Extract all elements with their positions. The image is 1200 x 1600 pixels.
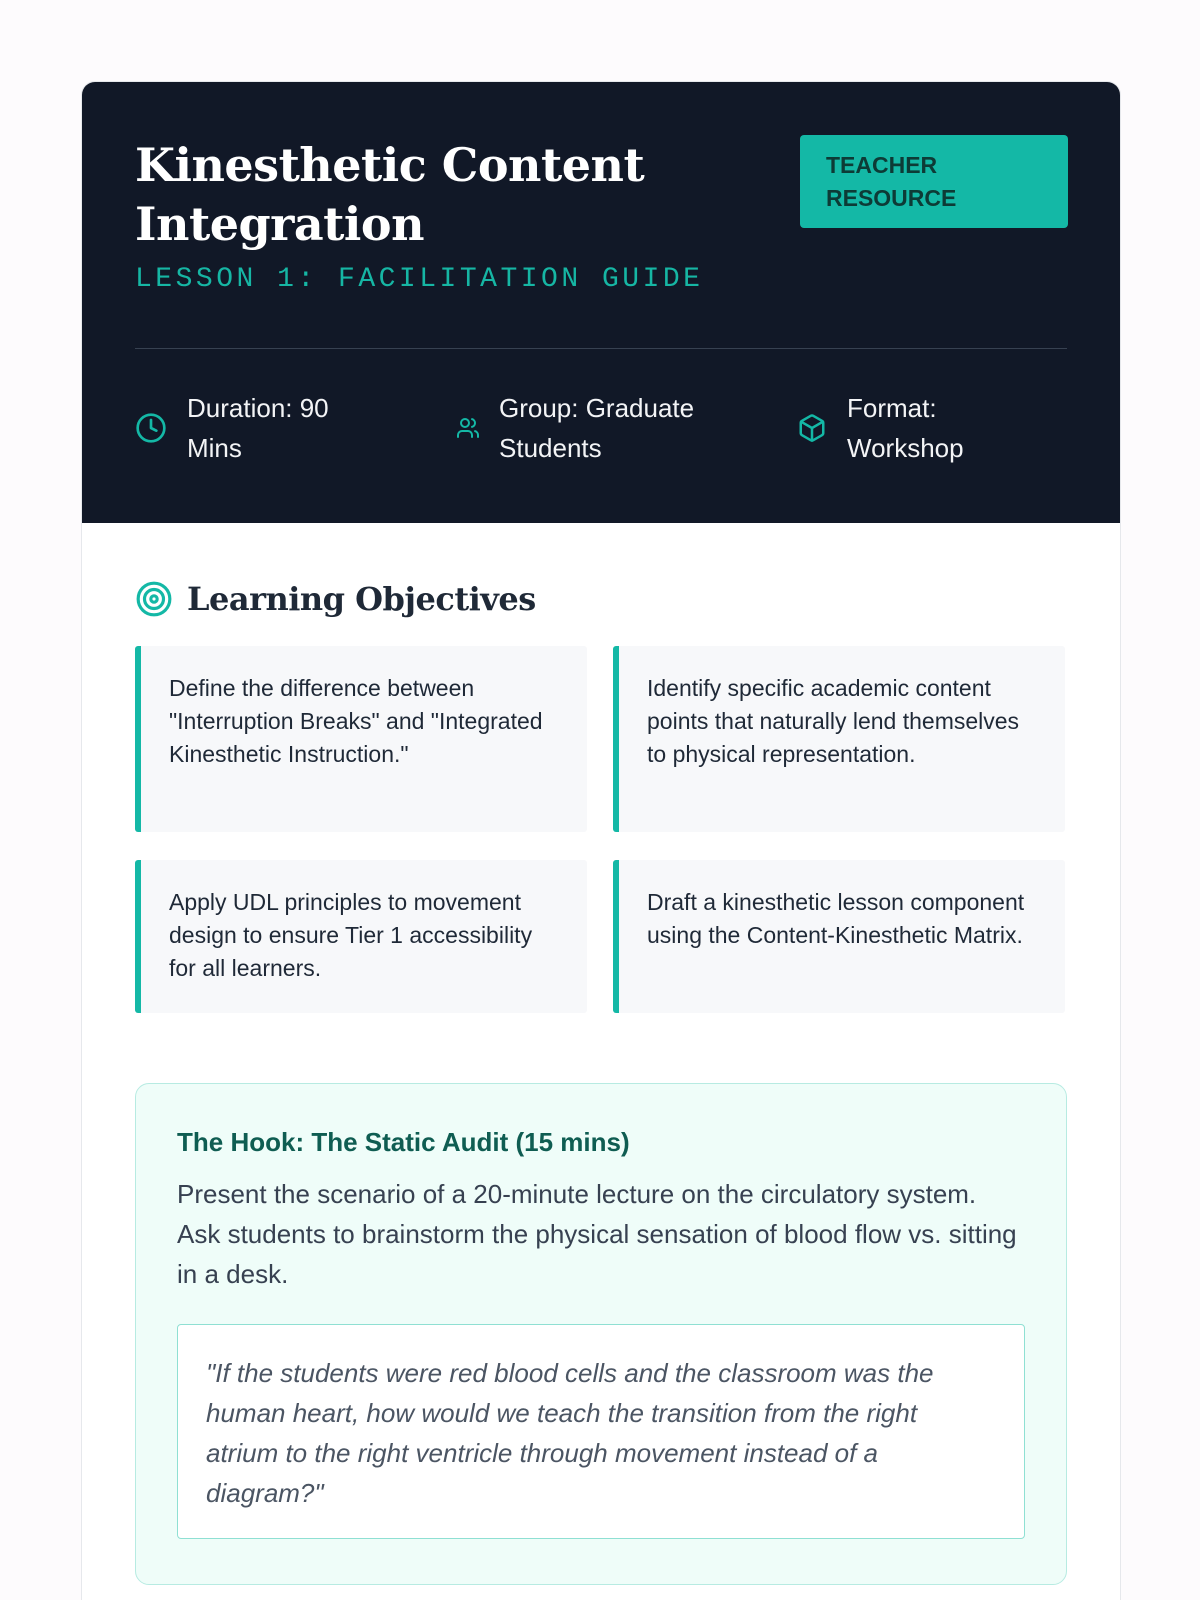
objective-card: Draft a kinesthetic lesson component using the Content-Kinesthetic Matrix.: [613, 860, 1065, 1013]
lesson-body: [82, 523, 1120, 1585]
users-icon: [455, 408, 481, 448]
hook-section: [135, 1083, 1067, 1585]
meta-format-text: Format: Workshop: [847, 393, 964, 463]
clock-icon: [135, 408, 167, 448]
meta-group: [455, 388, 765, 468]
lesson-header: [82, 82, 1120, 523]
lesson-title: Kinesthetic Content Integration: [135, 138, 645, 251]
cube-icon: [797, 408, 827, 448]
hook-quote: "If the students were red blood cells and the classroom was the human heart, how would we teach the transition from the right atrium to the right ventricle through movement instead of a diagram?": [177, 1324, 1025, 1539]
meta-duration: [135, 388, 435, 468]
objective-card: Apply UDL principles to movement design to ensure Tier 1 accessibility for all learners.: [135, 860, 587, 1013]
objectives-grid: [135, 646, 1067, 1016]
objectives-header: [135, 578, 1067, 620]
header-divider: [135, 348, 1067, 349]
meta-group-text: Group: Graduate Students: [499, 393, 695, 463]
meta-format: [797, 388, 1097, 468]
hook-title: The Hook: The Static Audit (15 mins): [177, 1127, 630, 1157]
objective-card: Identify specific academic content points that naturally lend themselves to physical representation.: [613, 646, 1065, 832]
objectives-title: Learning Objectives: [187, 580, 536, 618]
teacher-resource-badge: TEACHER RESOURCE: [800, 135, 1068, 228]
hook-description: Present the scenario of a 20-minute lecture on the circulatory system. Ask students to brainstorm the physical sensation of blood flow vs. sitting in a desk.: [177, 1179, 1017, 1289]
target-icon: [135, 580, 173, 618]
lesson-card: [81, 81, 1121, 1600]
lesson-meta: [135, 388, 1067, 478]
lesson-subtitle: LESSON 1: FACILITATION GUIDE: [135, 264, 704, 295]
objective-card: Define the difference between "Interruption Breaks" and "Integrated Kinesthetic Instruction.": [135, 646, 587, 832]
meta-duration-text: Duration: 90 Mins: [187, 393, 329, 463]
